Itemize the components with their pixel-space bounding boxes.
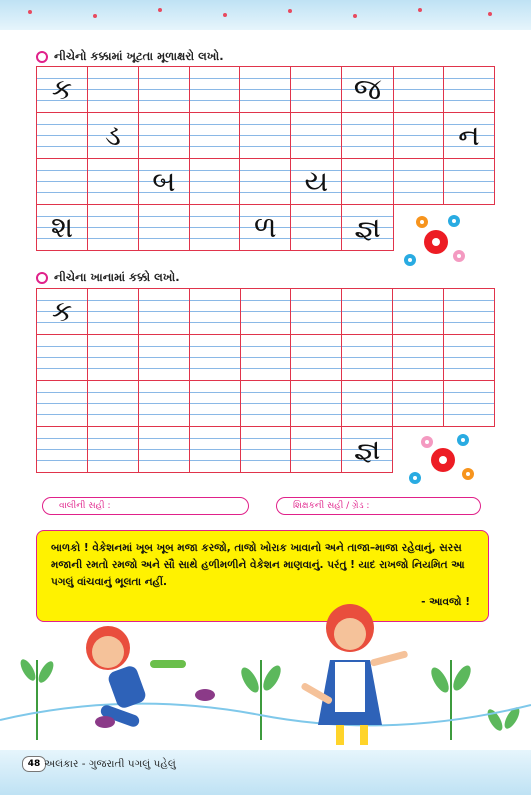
letter-cell[interactable] (444, 335, 495, 381)
parent-signature-field[interactable] (42, 497, 249, 515)
flower-icon (453, 250, 465, 262)
letter-cell[interactable]: ક (37, 289, 88, 335)
letter-cell[interactable]: ય (291, 159, 342, 205)
letter-cell[interactable] (291, 335, 342, 381)
letter-cell[interactable] (139, 381, 190, 427)
grid-row (37, 67, 495, 113)
letter-cell[interactable] (240, 381, 291, 427)
letter-cell[interactable] (189, 335, 240, 381)
letter-cell[interactable] (291, 205, 342, 251)
flower-icon (457, 434, 469, 446)
letter-cell[interactable] (240, 67, 291, 113)
section1-heading (36, 49, 224, 64)
letter-cell[interactable]: બ (138, 159, 189, 205)
letter-cell[interactable] (240, 289, 291, 335)
letter-cell[interactable] (240, 113, 291, 159)
letter-cell[interactable] (139, 427, 190, 473)
message-sign-off: - આવજો ! (421, 596, 470, 608)
letter-cell[interactable] (37, 113, 88, 159)
flower-icon (431, 448, 455, 472)
letter-cell[interactable] (393, 289, 444, 335)
flower-icon (404, 254, 416, 266)
flower-icon (409, 472, 421, 484)
letter-cell[interactable] (291, 67, 342, 113)
flower-icon (421, 436, 433, 448)
letter-cell[interactable] (88, 289, 139, 335)
letter-cell[interactable] (138, 205, 189, 251)
boy-character (86, 626, 215, 728)
letter-cell[interactable] (342, 159, 393, 205)
page-number: 48 (22, 756, 46, 772)
flower-icon (424, 230, 448, 254)
letter-cell[interactable] (139, 289, 190, 335)
letter-cell[interactable] (240, 427, 291, 473)
letter-cell[interactable] (291, 113, 342, 159)
letter-cell[interactable] (443, 67, 494, 113)
letter-cell[interactable] (88, 427, 139, 473)
letter-cell[interactable] (342, 335, 393, 381)
flower-icon (448, 215, 460, 227)
grid-row (37, 159, 495, 205)
letter-cell[interactable]: જ્ઞ (342, 427, 393, 473)
letter-cell[interactable] (189, 205, 239, 251)
letter-cell[interactable] (189, 159, 239, 205)
letter-cell[interactable] (189, 381, 240, 427)
letter-cell[interactable] (444, 289, 495, 335)
letter-cell[interactable] (291, 427, 342, 473)
letter-cell[interactable] (88, 335, 139, 381)
letter-cell[interactable] (189, 427, 240, 473)
bullet-icon (36, 272, 48, 284)
section2-title: નીચેના ખાનામાં કક્કો લખો. (54, 270, 180, 284)
letter-cell[interactable] (37, 381, 88, 427)
bullet-icon (36, 51, 48, 63)
letter-cell[interactable] (342, 289, 393, 335)
letter-cell[interactable] (393, 335, 444, 381)
letter-cell[interactable]: ક (37, 67, 88, 113)
flowers-decoration-2 (405, 430, 477, 490)
letter-cell[interactable] (342, 381, 393, 427)
bottom-decorative-border (0, 750, 531, 795)
letter-cell[interactable] (444, 381, 495, 427)
letter-cell[interactable]: ળ (240, 205, 291, 251)
letter-cell[interactable] (342, 113, 393, 159)
letter-cell[interactable] (393, 113, 443, 159)
teacher-signature-label: શિક્ષકની સહી / ગ્રેડ : (293, 501, 370, 511)
letter-cell[interactable] (189, 67, 239, 113)
letter-cell[interactable] (189, 113, 239, 159)
letter-cell[interactable]: જ્ઞ (342, 205, 393, 251)
parent-signature-label: વાલીની સહી : (59, 501, 111, 511)
letter-cell[interactable] (37, 335, 88, 381)
letter-cell[interactable] (291, 381, 342, 427)
letter-cell[interactable] (443, 159, 494, 205)
letter-cell[interactable]: શ (37, 205, 88, 251)
grid-row (37, 335, 495, 381)
letter-cell[interactable] (393, 67, 443, 113)
letter-cell[interactable] (37, 159, 88, 205)
footer (44, 758, 176, 771)
vacation-message-text: બાળકો ! વેકેશનમાં ખૂબ ખૂબ મજા કરજો, તાજો ખોરાક ખાવાનો અને તાજા–માજા રહેવાનું, સરસ મજાની રમતો રમજો અને સૌ સાથે હળીમળીને વેકેશન માણવાનું. પરંતુ ! યાદ રાખજો નિયમિત આ પગલું વાંચવાનું ભૂલતા નહીં. (51, 542, 465, 588)
flower-icon (416, 216, 428, 228)
letter-cell[interactable] (291, 289, 342, 335)
letter-cell[interactable] (393, 159, 443, 205)
grass-plants (18, 657, 523, 740)
letter-cell[interactable]: ડ (88, 113, 139, 159)
letter-cell[interactable] (240, 159, 291, 205)
letter-cell[interactable]: જ (342, 67, 393, 113)
letter-cell[interactable] (88, 205, 139, 251)
letter-cell[interactable] (88, 67, 139, 113)
top-decorative-border (0, 0, 531, 30)
top-dots-decoration (0, 0, 531, 30)
letter-cell[interactable] (240, 335, 291, 381)
section2-heading (36, 270, 180, 285)
letter-cell[interactable] (88, 159, 139, 205)
grid-row (37, 289, 495, 335)
section1-title: નીચેનો કક્કામાં ખૂટતા મૂળાક્ષરો લખો. (54, 49, 224, 63)
flowers-decoration-1 (402, 208, 474, 273)
grid-row (37, 113, 495, 159)
children-playing-illustration (0, 600, 531, 750)
letter-cell[interactable] (393, 381, 444, 427)
letter-cell[interactable]: ન (443, 113, 494, 159)
book-title: અલંકાર - ગુજરાતી પગલું પહેલું (44, 758, 176, 770)
flower-icon (462, 468, 474, 480)
letter-cell[interactable] (189, 289, 240, 335)
letter-cell[interactable] (37, 427, 88, 473)
letter-cell[interactable] (138, 113, 189, 159)
teacher-signature-field[interactable] (276, 497, 481, 515)
letter-cell[interactable] (88, 381, 139, 427)
grid-row (37, 381, 495, 427)
letter-cell[interactable] (139, 335, 190, 381)
letter-cell[interactable] (138, 67, 189, 113)
